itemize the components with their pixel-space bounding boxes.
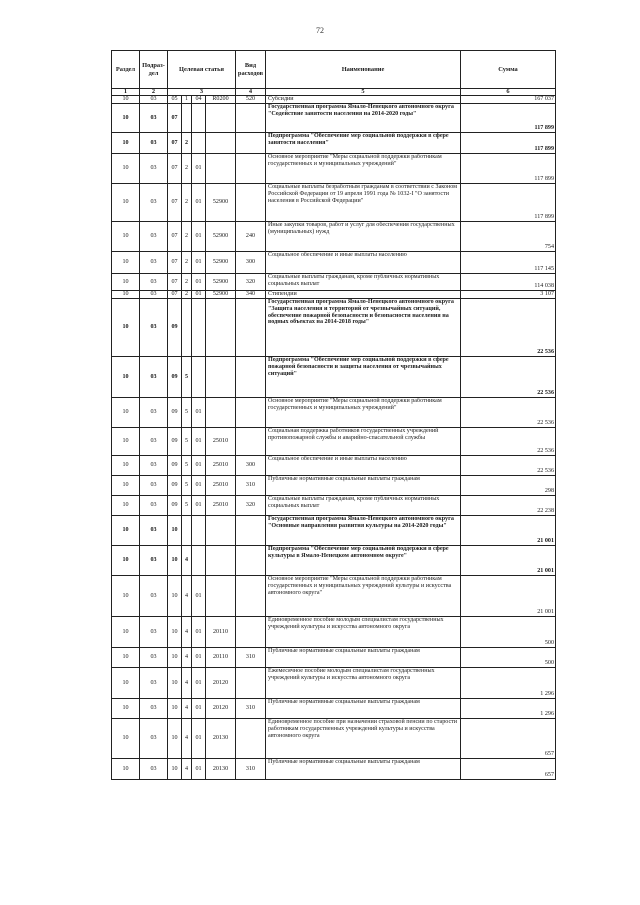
cell-target-subprogram: 4 — [182, 648, 192, 668]
cell-target-subprogram: 4 — [182, 546, 192, 576]
cell-name: Социальное обеспечение и иные выплаты населению — [266, 252, 461, 274]
header-vid: Вид расходов — [236, 51, 266, 89]
cell-target-program: 07 — [168, 184, 182, 222]
cell-target-event: 01 — [192, 291, 206, 299]
cell-sum: 22 536 — [461, 456, 556, 476]
header-number: 2 — [140, 89, 168, 96]
cell-target-program: 10 — [168, 699, 182, 719]
cell-vid-raskhodov: 310 — [236, 699, 266, 719]
cell-target-subprogram: 1 — [182, 96, 192, 104]
cell-target-subprogram: 5 — [182, 357, 192, 398]
cell-podrazdel: 03 — [140, 428, 168, 456]
cell-podrazdel: 03 — [140, 133, 168, 154]
table-row — [112, 133, 556, 154]
cell-target-program: 09 — [168, 428, 182, 456]
cell-target-direction — [206, 576, 236, 617]
cell-razdel: 10 — [112, 759, 140, 780]
cell-razdel: 10 — [112, 546, 140, 576]
cell-target-direction: 20120 — [206, 699, 236, 719]
header-number: 6 — [461, 89, 556, 96]
cell-sum: 22 536 — [461, 299, 556, 357]
cell-name: Ежемесячное пособие молодым специалистам государственных учреждений культуры и искусства автономного округа — [266, 668, 461, 699]
cell-name: Субсидии — [266, 96, 461, 104]
cell-podrazdel: 03 — [140, 154, 168, 184]
cell-name: Основное мероприятие "Меры социальной поддержки работникам государственных и муниципальных учреждений" — [266, 154, 461, 184]
cell-name: Социальные выплаты гражданам, кроме публичных нормативных социальных выплат — [266, 496, 461, 516]
cell-vid-raskhodov — [236, 719, 266, 759]
cell-target-program: 07 — [168, 252, 182, 274]
cell-razdel: 10 — [112, 291, 140, 299]
cell-target-direction — [206, 398, 236, 428]
table-row — [112, 617, 556, 648]
cell-target-subprogram: 2 — [182, 274, 192, 291]
cell-target-program: 09 — [168, 496, 182, 516]
cell-podrazdel: 03 — [140, 617, 168, 648]
cell-vid-raskhodov: 240 — [236, 222, 266, 252]
cell-target-program: 10 — [168, 576, 182, 617]
cell-target-direction — [206, 546, 236, 576]
header-number-row — [112, 89, 556, 96]
cell-target-subprogram: 2 — [182, 154, 192, 184]
cell-razdel: 10 — [112, 96, 140, 104]
cell-podrazdel: 03 — [140, 104, 168, 133]
cell-target-program: 10 — [168, 516, 182, 546]
cell-razdel: 10 — [112, 516, 140, 546]
cell-vid-raskhodov — [236, 428, 266, 456]
cell-sum: 298 — [461, 476, 556, 496]
table-row — [112, 184, 556, 222]
cell-target-direction: 52900 — [206, 274, 236, 291]
table-row — [112, 291, 556, 299]
cell-sum: 117 899 — [461, 184, 556, 222]
header-number: 3 — [168, 89, 236, 96]
cell-name: Государственная программа Ямало-Ненецкого автономного округа "Основные направления развития культуры на 2014-2020 годы" — [266, 516, 461, 546]
cell-target-subprogram: 5 — [182, 428, 192, 456]
cell-target-program: 09 — [168, 357, 182, 398]
cell-vid-raskhodov: 320 — [236, 274, 266, 291]
cell-razdel: 10 — [112, 496, 140, 516]
header-razdel: Раздел — [112, 51, 140, 89]
header-row — [112, 51, 556, 89]
cell-target-program: 07 — [168, 133, 182, 154]
cell-vid-raskhodov — [236, 154, 266, 184]
cell-target-event — [192, 516, 206, 546]
cell-target-program: 09 — [168, 456, 182, 476]
cell-target-program: 07 — [168, 274, 182, 291]
cell-razdel: 10 — [112, 104, 140, 133]
cell-podrazdel: 03 — [140, 299, 168, 357]
cell-target-program: 07 — [168, 104, 182, 133]
budget-table — [111, 50, 556, 780]
cell-target-event: 01 — [192, 668, 206, 699]
cell-podrazdel: 03 — [140, 252, 168, 274]
cell-sum: 22 536 — [461, 398, 556, 428]
table-row — [112, 648, 556, 668]
cell-name: Публичные нормативные социальные выплаты гражданам — [266, 699, 461, 719]
cell-target-subprogram — [182, 299, 192, 357]
cell-sum: 3 107 — [461, 291, 556, 299]
header-name: Наименование — [266, 51, 461, 89]
cell-target-event: 01 — [192, 617, 206, 648]
cell-name: Публичные нормативные социальные выплаты гражданам — [266, 648, 461, 668]
table-row — [112, 252, 556, 274]
table-row — [112, 357, 556, 398]
page-number: 72 — [316, 26, 324, 35]
cell-target-subprogram: 5 — [182, 476, 192, 496]
header-sum: Сумма — [461, 51, 556, 89]
header-target: Целевая статья — [168, 51, 236, 89]
cell-target-subprogram: 4 — [182, 576, 192, 617]
cell-sum: 22 536 — [461, 357, 556, 398]
cell-vid-raskhodov — [236, 576, 266, 617]
cell-target-program: 07 — [168, 291, 182, 299]
table-row — [112, 476, 556, 496]
cell-target-subprogram: 4 — [182, 668, 192, 699]
cell-razdel: 10 — [112, 428, 140, 456]
cell-target-direction — [206, 133, 236, 154]
cell-sum: 117 899 — [461, 133, 556, 154]
cell-target-subprogram: 4 — [182, 699, 192, 719]
cell-podrazdel: 03 — [140, 699, 168, 719]
cell-target-direction: 20110 — [206, 648, 236, 668]
cell-podrazdel: 03 — [140, 648, 168, 668]
cell-target-event: 01 — [192, 428, 206, 456]
cell-vid-raskhodov — [236, 357, 266, 398]
cell-name: Государственная программа Ямало-Ненецкого автономного округа "Защита населения и территорий от чрезвычайных ситуаций, обеспечение пожарной безопасности и безопасности населения на водных объектах на 2014-2018 годы" — [266, 299, 461, 357]
cell-sum: 500 — [461, 617, 556, 648]
cell-sum: 114 038 — [461, 274, 556, 291]
cell-target-direction: 20130 — [206, 719, 236, 759]
cell-razdel: 10 — [112, 222, 140, 252]
cell-target-direction: 52900 — [206, 252, 236, 274]
table-row — [112, 719, 556, 759]
cell-target-direction — [206, 154, 236, 184]
cell-podrazdel: 03 — [140, 222, 168, 252]
cell-sum: 657 — [461, 759, 556, 780]
cell-target-direction — [206, 357, 236, 398]
table-row — [112, 516, 556, 546]
cell-sum: 754 — [461, 222, 556, 252]
table-row — [112, 576, 556, 617]
cell-vid-raskhodov: 300 — [236, 456, 266, 476]
cell-vid-raskhodov — [236, 299, 266, 357]
cell-target-event: 01 — [192, 184, 206, 222]
cell-target-direction — [206, 516, 236, 546]
cell-target-event: 01 — [192, 154, 206, 184]
table-body — [112, 96, 556, 780]
header-number: 4 — [236, 89, 266, 96]
cell-target-direction: 20120 — [206, 668, 236, 699]
table-row — [112, 496, 556, 516]
cell-target-event: 01 — [192, 496, 206, 516]
cell-razdel: 10 — [112, 699, 140, 719]
cell-vid-raskhodov: 310 — [236, 476, 266, 496]
cell-target-direction — [206, 104, 236, 133]
cell-target-direction: 52900 — [206, 222, 236, 252]
table-row — [112, 668, 556, 699]
cell-razdel: 10 — [112, 299, 140, 357]
cell-razdel: 10 — [112, 719, 140, 759]
cell-name: Основное мероприятие "Меры социальной поддержки работникам государственных и муниципальных учреждений" — [266, 398, 461, 428]
cell-podrazdel: 03 — [140, 476, 168, 496]
cell-target-subprogram: 4 — [182, 617, 192, 648]
cell-razdel: 10 — [112, 274, 140, 291]
cell-razdel: 10 — [112, 648, 140, 668]
cell-vid-raskhodov: 310 — [236, 759, 266, 780]
cell-target-event: 01 — [192, 274, 206, 291]
cell-target-subprogram: 2 — [182, 133, 192, 154]
cell-name: Публичные нормативные социальные выплаты гражданам — [266, 759, 461, 780]
cell-target-program: 10 — [168, 648, 182, 668]
cell-target-program: 09 — [168, 398, 182, 428]
cell-target-program: 10 — [168, 719, 182, 759]
cell-target-program: 10 — [168, 546, 182, 576]
cell-podrazdel: 03 — [140, 546, 168, 576]
cell-razdel: 10 — [112, 133, 140, 154]
cell-name: Публичные нормативные социальные выплаты гражданам — [266, 476, 461, 496]
cell-target-subprogram — [182, 516, 192, 546]
cell-target-program: 07 — [168, 154, 182, 184]
table-row — [112, 398, 556, 428]
cell-vid-raskhodov — [236, 398, 266, 428]
cell-razdel: 10 — [112, 576, 140, 617]
cell-name: Социальное обеспечение и иные выплаты населению — [266, 456, 461, 476]
cell-sum: 1 296 — [461, 699, 556, 719]
cell-target-event: 01 — [192, 759, 206, 780]
cell-podrazdel: 03 — [140, 759, 168, 780]
cell-vid-raskhodov — [236, 516, 266, 546]
cell-target-subprogram: 5 — [182, 398, 192, 428]
cell-razdel: 10 — [112, 357, 140, 398]
cell-target-event: 01 — [192, 252, 206, 274]
cell-target-program: 09 — [168, 476, 182, 496]
cell-target-direction: 25010 — [206, 476, 236, 496]
header-podrazdel: Подраз-дел — [140, 51, 168, 89]
cell-target-event: 01 — [192, 699, 206, 719]
cell-vid-raskhodov: 520 — [236, 96, 266, 104]
cell-sum: 117 899 — [461, 104, 556, 133]
cell-podrazdel: 03 — [140, 291, 168, 299]
cell-target-program: 07 — [168, 222, 182, 252]
cell-name: Единовременное пособие при назначении страховой пенсии по старости работникам государственных учреждений культуры и искусства автономного округа — [266, 719, 461, 759]
cell-target-event — [192, 546, 206, 576]
cell-target-direction: 25010 — [206, 456, 236, 476]
cell-target-direction: 52900 — [206, 291, 236, 299]
header-number: 5 — [266, 89, 461, 96]
cell-target-subprogram — [182, 104, 192, 133]
cell-vid-raskhodov — [236, 668, 266, 699]
cell-vid-raskhodov — [236, 184, 266, 222]
table-row — [112, 154, 556, 184]
cell-name: Единовременное пособие молодым специалистам государственных учреждений культуры и искусства автономного округа — [266, 617, 461, 648]
cell-target-direction — [206, 299, 236, 357]
cell-sum: 21 001 — [461, 576, 556, 617]
cell-target-direction: 20130 — [206, 759, 236, 780]
cell-sum: 117 145 — [461, 252, 556, 274]
cell-target-program: 10 — [168, 668, 182, 699]
cell-target-event: 04 — [192, 96, 206, 104]
cell-target-subprogram: 4 — [182, 719, 192, 759]
cell-razdel: 10 — [112, 456, 140, 476]
cell-razdel: 10 — [112, 476, 140, 496]
cell-razdel: 10 — [112, 184, 140, 222]
cell-sum: 500 — [461, 648, 556, 668]
table-row — [112, 222, 556, 252]
cell-podrazdel: 03 — [140, 274, 168, 291]
cell-podrazdel: 03 — [140, 96, 168, 104]
cell-podrazdel: 03 — [140, 516, 168, 546]
cell-podrazdel: 03 — [140, 398, 168, 428]
cell-target-event: 01 — [192, 719, 206, 759]
table-row — [112, 428, 556, 456]
cell-target-event — [192, 299, 206, 357]
cell-target-subprogram: 4 — [182, 759, 192, 780]
cell-target-event: 01 — [192, 576, 206, 617]
cell-vid-raskhodov — [236, 546, 266, 576]
cell-vid-raskhodov: 310 — [236, 648, 266, 668]
cell-name: Социальная поддержка работников государственных учреждений противопожарной службы и аварийно-спасательной службы — [266, 428, 461, 456]
cell-target-event: 01 — [192, 456, 206, 476]
cell-target-program: 09 — [168, 299, 182, 357]
cell-razdel: 10 — [112, 668, 140, 699]
cell-sum: 22 536 — [461, 428, 556, 456]
cell-target-subprogram: 2 — [182, 291, 192, 299]
cell-target-program: 10 — [168, 759, 182, 780]
cell-podrazdel: 03 — [140, 496, 168, 516]
cell-name: Подпрограмма "Обеспечение мер социальной поддержки в сфере пожарной безопасности и защиты населения от чрезвычайных ситуаций" — [266, 357, 461, 398]
cell-target-direction: 25010 — [206, 428, 236, 456]
cell-name: Подпрограмма "Обеспечение мер социальной поддержки в сфере занятости населения" — [266, 133, 461, 154]
table-row — [112, 759, 556, 780]
cell-sum: 657 — [461, 719, 556, 759]
cell-target-subprogram: 2 — [182, 222, 192, 252]
cell-razdel: 10 — [112, 154, 140, 184]
cell-name: Подпрограмма "Обеспечение мер социальной поддержки в сфере культуры в Ямало-Ненецком автономном округе" — [266, 546, 461, 576]
cell-sum: 117 899 — [461, 154, 556, 184]
cell-target-event: 01 — [192, 648, 206, 668]
header-number: 1 — [112, 89, 140, 96]
table-row — [112, 699, 556, 719]
cell-target-program: 10 — [168, 617, 182, 648]
cell-sum: 21 001 — [461, 516, 556, 546]
table-row — [112, 546, 556, 576]
cell-name: Государственная программа Ямало-Ненецкого автономного округа "Содействие занятости населения на 2014-2020 годы" — [266, 104, 461, 133]
cell-target-program: 05 — [168, 96, 182, 104]
cell-sum: 1 296 — [461, 668, 556, 699]
cell-vid-raskhodov — [236, 104, 266, 133]
cell-target-subprogram: 2 — [182, 252, 192, 274]
cell-target-direction: 52900 — [206, 184, 236, 222]
table-row — [112, 104, 556, 133]
cell-sum: 22 238 — [461, 496, 556, 516]
cell-target-event — [192, 133, 206, 154]
cell-target-subprogram: 2 — [182, 184, 192, 222]
cell-name: Стипендии — [266, 291, 461, 299]
table-row — [112, 299, 556, 357]
cell-target-direction: R0200 — [206, 96, 236, 104]
cell-name: Социальные выплаты гражданам, кроме публичных нормативных социальных выплат — [266, 274, 461, 291]
cell-name: Основное мероприятие "Меры социальной поддержки работникам государственных и муниципальных учреждений культуры и искусства автономного округа" — [266, 576, 461, 617]
cell-vid-raskhodov: 320 — [236, 496, 266, 516]
cell-target-subprogram: 5 — [182, 496, 192, 516]
cell-target-subprogram: 5 — [182, 456, 192, 476]
cell-razdel: 10 — [112, 617, 140, 648]
cell-podrazdel: 03 — [140, 357, 168, 398]
cell-sum: 167 037 — [461, 96, 556, 104]
cell-vid-raskhodov — [236, 133, 266, 154]
cell-podrazdel: 03 — [140, 576, 168, 617]
cell-podrazdel: 03 — [140, 668, 168, 699]
cell-vid-raskhodov: 340 — [236, 291, 266, 299]
cell-target-direction: 20110 — [206, 617, 236, 648]
cell-podrazdel: 03 — [140, 184, 168, 222]
cell-razdel: 10 — [112, 398, 140, 428]
cell-podrazdel: 03 — [140, 456, 168, 476]
cell-sum: 21 001 — [461, 546, 556, 576]
table-row — [112, 96, 556, 104]
cell-name: Иные закупки товаров, работ и услуг для обеспечения государственных (муниципальных) нужд — [266, 222, 461, 252]
cell-vid-raskhodov — [236, 617, 266, 648]
cell-vid-raskhodov: 300 — [236, 252, 266, 274]
cell-target-event: 01 — [192, 398, 206, 428]
cell-razdel: 10 — [112, 252, 140, 274]
cell-podrazdel: 03 — [140, 719, 168, 759]
cell-name: Социальные выплаты безработным гражданам в соответствии с Законом Российской Федерации от 19 апреля 1991 года № 1032-I "О занятости населения в Российской Федерации" — [266, 184, 461, 222]
cell-target-event: 01 — [192, 476, 206, 496]
table-row — [112, 456, 556, 476]
cell-target-event: 01 — [192, 222, 206, 252]
cell-target-event — [192, 104, 206, 133]
cell-target-event — [192, 357, 206, 398]
table-row — [112, 274, 556, 291]
cell-target-direction: 25010 — [206, 496, 236, 516]
